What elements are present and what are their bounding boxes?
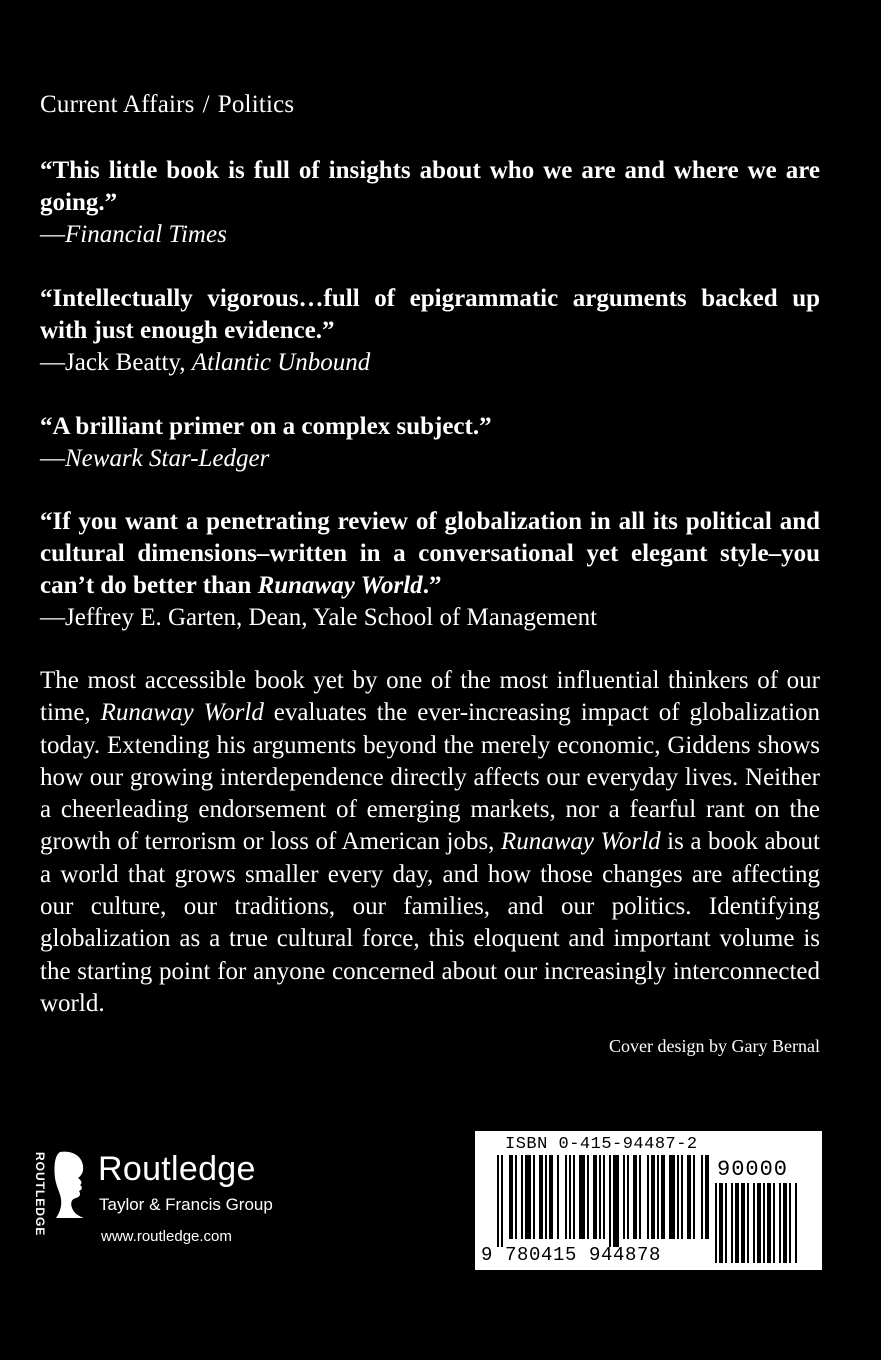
barcode-bar: [651, 1155, 655, 1239]
barcode-bar: [779, 1183, 781, 1263]
price-code: 90000: [717, 1157, 789, 1182]
barcode-bar: [731, 1183, 733, 1263]
barcode-bar: [501, 1155, 503, 1247]
barcode-bar: [533, 1155, 535, 1239]
barcode-bar: [549, 1155, 553, 1239]
barcode-bar: [741, 1183, 745, 1263]
barcode-bar: [633, 1155, 637, 1239]
barcode-bar: [623, 1155, 625, 1239]
barcode-bar: [657, 1155, 659, 1239]
barcode-bar: [593, 1155, 597, 1239]
barcode-bar: [773, 1183, 775, 1263]
barcode-bar: [545, 1155, 547, 1239]
barcode-digits: 9 780415 944878: [481, 1244, 662, 1266]
barcode-bar: [757, 1183, 761, 1263]
barcode-bar: [719, 1183, 723, 1263]
attribution-jeffrey-garten: —Jeffrey E. Garten, Dean, Yale School of Management: [40, 604, 598, 631]
barcode-bar: [795, 1183, 797, 1263]
barcode-bar: [587, 1155, 589, 1239]
routledge-vertical-wordmark: ROUTLEDGE: [33, 1152, 47, 1237]
publisher-url: www.routledge.com: [101, 1228, 232, 1245]
barcode-bar: [603, 1155, 605, 1239]
barcode-bar: [705, 1155, 709, 1239]
barcode-bar: [639, 1155, 641, 1239]
barcode-bar: [735, 1183, 739, 1263]
barcode-bar: [647, 1155, 649, 1239]
barcode-bar: [701, 1155, 703, 1239]
publisher-group: Taylor & Francis Group: [99, 1195, 273, 1214]
cover-design-credit: Cover design by Gary Bernal: [609, 1036, 820, 1056]
routledge-head-logo-icon: [50, 1150, 90, 1220]
category-primary: Current Affairs: [40, 91, 195, 118]
barcode-bar: [715, 1183, 717, 1263]
barcode-bar: [677, 1155, 679, 1239]
attribution-atlantic-unbound: —Jack Beatty, Atlantic Unbound: [40, 349, 371, 376]
barcode-bar: [669, 1155, 675, 1239]
barcode-bar: [525, 1155, 531, 1239]
isbn-number: ISBN 0-415-94487-2: [505, 1135, 698, 1154]
isbn-barcode: [475, 1131, 822, 1270]
attribution-financial-times: —Financial Times: [40, 221, 227, 248]
barcode-bar: [693, 1155, 695, 1239]
barcode-bar: [627, 1155, 629, 1239]
attribution-newark-star-ledger: —Newark Star-Ledger: [40, 445, 270, 472]
barcode-bar: [579, 1155, 585, 1239]
barcode-bar: [747, 1183, 749, 1263]
quote-jeffrey-garten: “If you want a penetrating review of globalization in all its political and cultural dimensions–written in a conversational yet elegant style–you can’t do better than Runaway World.”: [40, 508, 820, 599]
barcode-bar: [725, 1183, 727, 1263]
barcode-bar: [609, 1155, 611, 1247]
barcode-bar: [573, 1155, 575, 1239]
barcode-bar: [681, 1155, 683, 1239]
barcode-bar: [763, 1183, 765, 1263]
barcode-bar: [509, 1155, 513, 1239]
barcode-bar: [539, 1155, 543, 1239]
category-separator: /: [202, 91, 210, 118]
price-addon-bars: [715, 1183, 815, 1263]
quote-financial-times: “This little book is full of insights about who we are and where we are going.”: [40, 157, 820, 216]
barcode-bar: [497, 1155, 499, 1247]
barcode-bar: [613, 1155, 619, 1247]
barcode-bar: [515, 1155, 517, 1239]
publisher-name: Routledge: [98, 1150, 256, 1188]
barcode-bar: [557, 1155, 559, 1239]
quote-newark-star-ledger: “A brilliant primer on a complex subject.”: [40, 413, 492, 440]
category-secondary: Politics: [217, 91, 295, 118]
ean-barcode-bars: [497, 1155, 709, 1247]
barcode-bar: [687, 1155, 691, 1239]
barcode-bar: [521, 1155, 523, 1239]
barcode-bar: [569, 1155, 571, 1239]
barcode-bar: [767, 1183, 771, 1263]
barcode-bar: [661, 1155, 665, 1239]
barcode-bar: [599, 1155, 601, 1239]
barcode-bar: [565, 1155, 567, 1239]
barcode-bar: [753, 1183, 755, 1263]
quote-atlantic-unbound: “Intellectually vigorous…full of epigrammatic arguments backed up with just enough evidence.”: [40, 285, 820, 344]
category-line: [40, 91, 294, 119]
barcode-bar: [783, 1183, 787, 1263]
book-description: The most accessible book yet by one of the most influential thinkers of our time, Runaway World evaluates the ever-increasing impact of globalization today. Extending his arguments beyond the merely economic, Giddens shows how our growing interdependence directly affects our everyday lives. Neither a cheerleading endorsement of emerging markets, nor a fearful rant on the growth of terrorism or loss of American jobs, Runaway World is a book about a world that grows smaller every day, and how those changes are affecting our culture, our traditions, our families, and our politics. Identifying globalization as a true cultural force, this eloquent and important volume is the starting point for anyone concerned about our increasingly interconnected world.: [40, 667, 821, 1017]
barcode-bar: [789, 1183, 791, 1263]
